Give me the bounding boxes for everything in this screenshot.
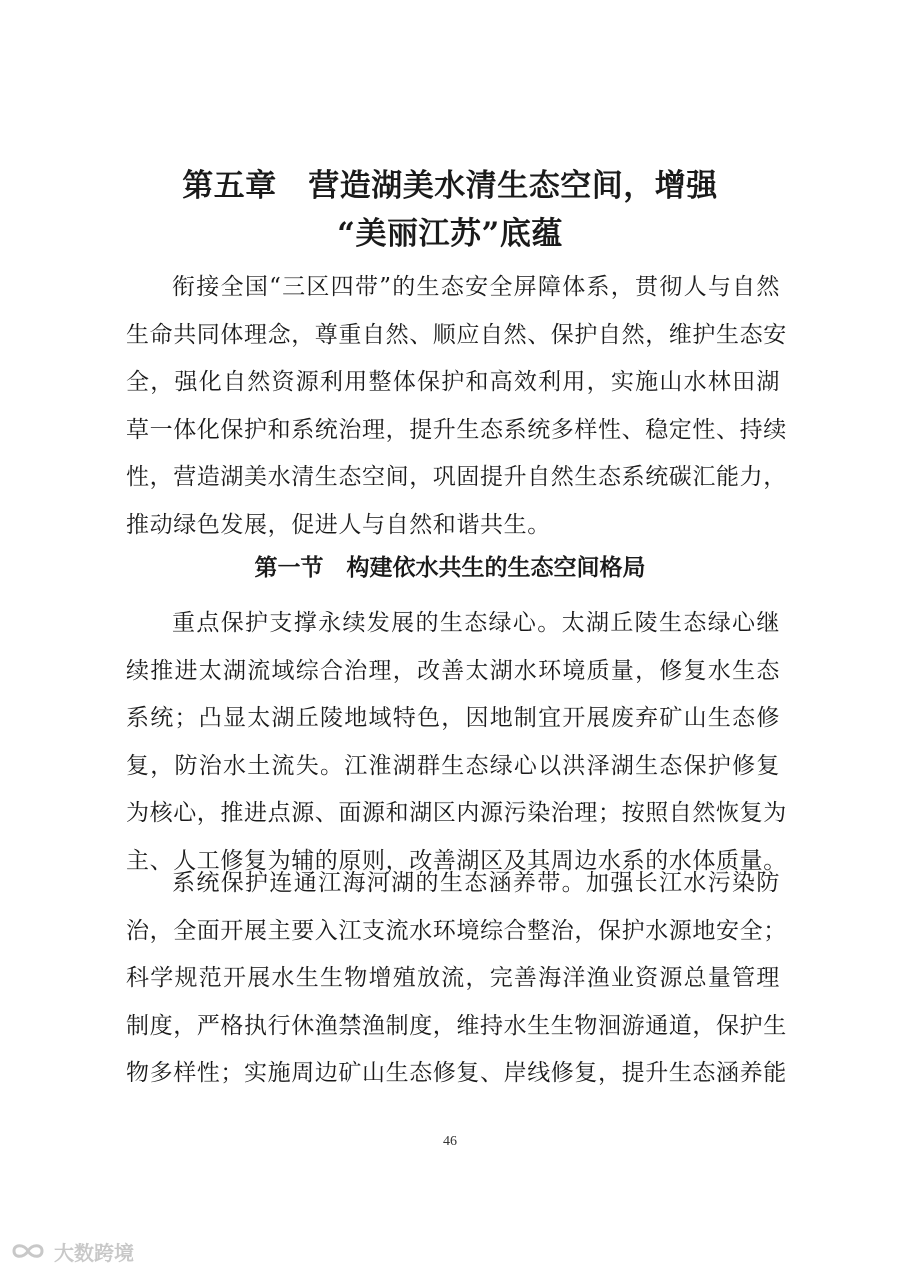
text-line: 为核心，推进点源、面源和湖区内源污染治理；按照自然恢复为	[126, 800, 787, 827]
watermark-text: 大数跨境	[54, 1240, 134, 1265]
text-line: 续推进太湖流域综合治理，改善太湖水环境质量，修复水生态	[126, 657, 780, 684]
section-title: 第一节 构建依水共生的生态空间格局	[254, 555, 646, 581]
text-line: 衔接全国“三区四带”的生态安全屏障体系，贯彻人与自然	[172, 274, 780, 300]
text-line: 系统保护连通江海河湖的生态涵养带。加强长江水污染防	[172, 870, 780, 896]
text-line: 物多样性；实施周边矿山生态修复、岸线修复，提升生态涵养能	[126, 1060, 787, 1087]
watermark	[8, 1236, 134, 1266]
text-line: 生命共同体理念，尊重自然、顺应自然、保护自然，维护生态安	[126, 321, 787, 348]
chapter-title-line1: 第五章 营造湖美水清生态空间，增强	[182, 168, 718, 204]
paragraph-green-heart	[126, 600, 787, 886]
page-number: 46	[443, 1134, 457, 1149]
text-line: 全，强化自然资源利用整体保护和高效利用，实施山水林田湖	[126, 369, 780, 396]
text-line: 制度，严格执行休渔禁渔制度，维持水生生物洄游通道，保护生	[126, 1012, 787, 1039]
text-line: 复，防治水土流失。江淮湖群生态绿心以洪泽湖生态保护修复	[126, 752, 780, 779]
chapter-title-line2: “美丽江苏”底蕴	[337, 216, 563, 252]
text-line: 科学规范开展水生生物增殖放流，完善海洋渔业资源总量管理	[126, 965, 780, 992]
text-line: 重点保护支撑永续发展的生态绿心。太湖丘陵生态绿心继	[172, 610, 780, 636]
intro-paragraph	[126, 264, 787, 550]
text-line: 系统；凸显太湖丘陵地域特色，因地制宜开展废弃矿山生态修	[126, 705, 780, 732]
text-line: 草一体化保护和系统治理，提升生态系统多样性、稳定性、持续	[126, 416, 787, 443]
paragraph-conservation-belt	[126, 860, 787, 1098]
text-line: 治，全面开展主要入江支流水环境综合整治，保护水源地安全；	[126, 917, 787, 944]
infinity-logo-icon	[8, 1239, 48, 1263]
text-line: 性，营造湖美水清生态空间，巩固提升自然生态系统碳汇能力，	[126, 464, 787, 491]
text-line: 主、人工修复为辅的原则，改善湖区及其周边水系的水体质量。	[126, 847, 787, 874]
text-line: 推动绿色发展，促进人与自然和谐共生。	[126, 511, 551, 538]
